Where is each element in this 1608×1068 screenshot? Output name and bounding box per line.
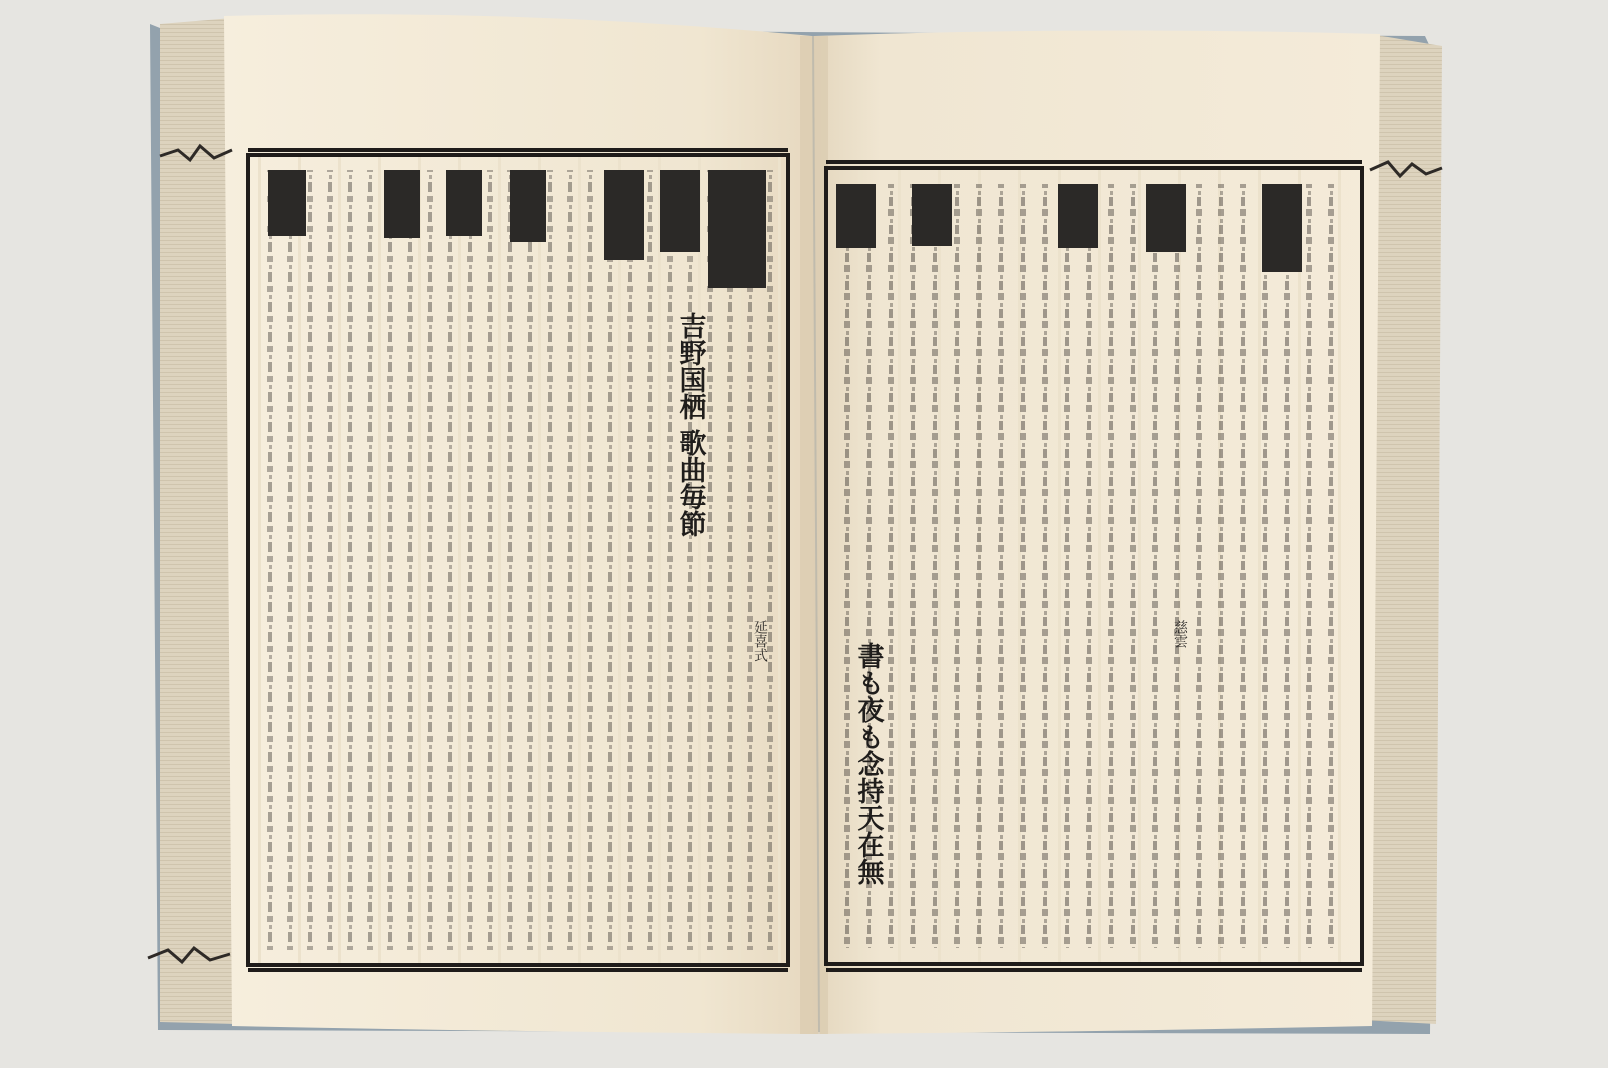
right-title-line: 書も夜も念持天在無 — [852, 642, 884, 885]
right-headword-block-3 — [1058, 184, 1098, 248]
left-inline-ref: 延喜式 — [752, 620, 768, 662]
gutter-shadow — [800, 36, 828, 1034]
left-headword-block-1 — [708, 170, 766, 288]
left-headword-block-4 — [510, 170, 546, 242]
left-headword-block-7 — [268, 170, 306, 236]
right-headword-block-2 — [1146, 184, 1186, 252]
left-headword-block-2 — [660, 170, 700, 252]
left-fore-edge — [160, 18, 236, 1024]
left-page-text-block — [260, 170, 780, 950]
right-inline-ref: 慈雲 — [1172, 620, 1188, 648]
left-headword-block-5 — [446, 170, 482, 236]
left-title-line: 吉野国栖 歌曲毎節 — [674, 312, 706, 538]
right-page-text-block — [838, 184, 1350, 948]
right-headword-block-4 — [912, 184, 952, 246]
left-headword-block-6 — [384, 170, 420, 238]
left-headword-block-3 — [604, 170, 644, 260]
right-headword-block-5 — [836, 184, 876, 248]
right-headword-block-1 — [1262, 184, 1302, 272]
